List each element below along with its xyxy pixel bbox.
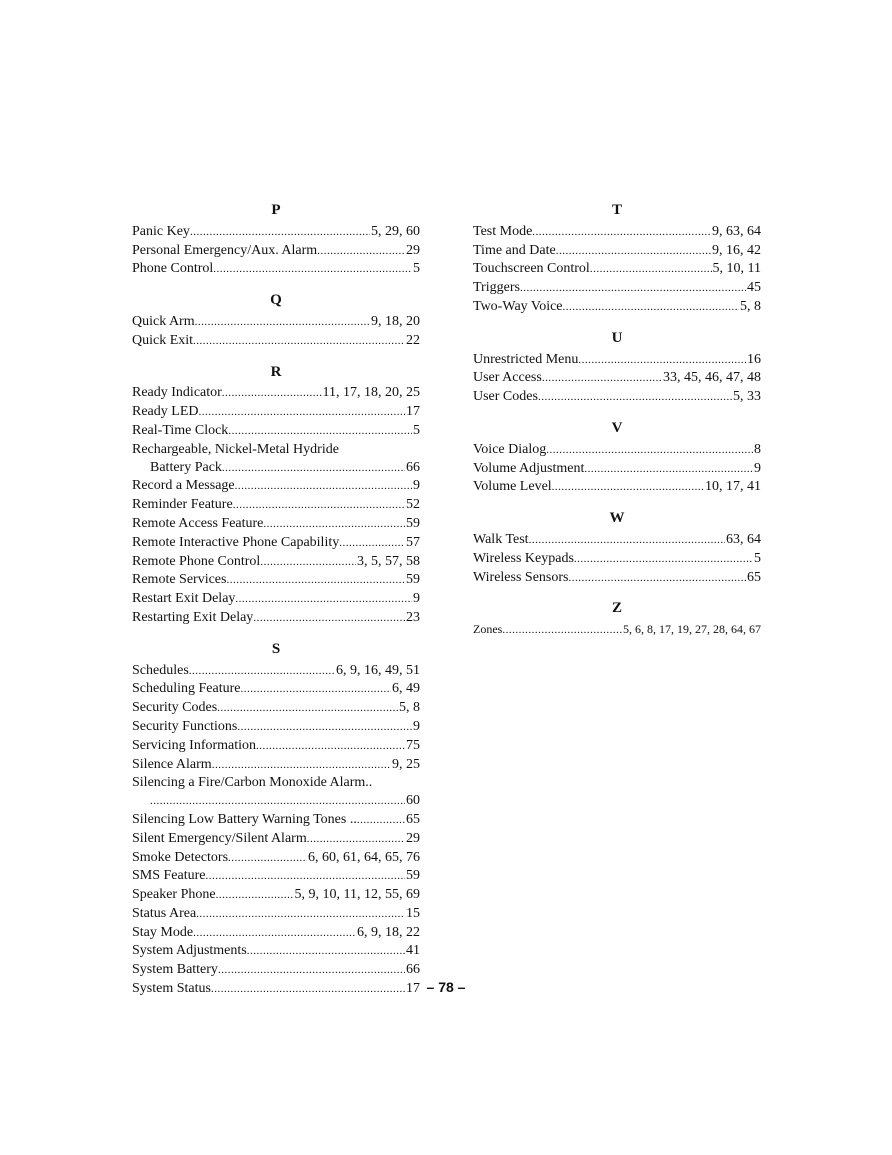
index-pages: 33, 45, 46, 47, 48 — [663, 370, 761, 386]
index-pages: 57 — [406, 534, 420, 550]
index-term: Volume Adjustment — [473, 460, 585, 476]
index-entry — [132, 905, 420, 924]
index-pages: 17 — [406, 981, 420, 997]
index-entry — [473, 460, 761, 479]
index-section-u — [473, 330, 761, 407]
index-entry — [132, 332, 420, 351]
dot-leader — [317, 242, 405, 261]
index-entry — [132, 422, 420, 441]
index-pages: 9 — [413, 591, 420, 607]
dot-leader — [150, 792, 405, 811]
section-letter: S — [271, 640, 281, 657]
index-term: Remote Services — [132, 572, 227, 588]
index-entry — [132, 590, 420, 609]
index-column-right — [473, 198, 761, 653]
dot-leader — [253, 609, 405, 628]
index-entry — [132, 242, 420, 261]
index-pages: 23 — [406, 609, 420, 625]
index-entry — [132, 924, 420, 943]
index-term: Smoke Detectors — [132, 849, 229, 865]
index-term: Battery Pack — [150, 459, 222, 475]
dot-leader — [213, 260, 412, 279]
dot-leader — [217, 699, 398, 718]
dot-leader — [228, 849, 307, 868]
dot-leader — [198, 403, 405, 422]
dot-leader — [568, 569, 746, 588]
index-entry — [473, 621, 761, 640]
dot-leader — [212, 756, 391, 775]
index-term: Real-Time Clock — [132, 422, 229, 438]
index-pages: 63, 64 — [726, 531, 761, 547]
index-pages: 5, 9, 10, 11, 12, 55, 69 — [294, 887, 420, 903]
index-term: Phone Control — [132, 261, 214, 277]
index-term: Record a Message — [132, 478, 235, 494]
index-term: Remote Access Feature — [132, 515, 264, 531]
index-entry — [132, 403, 420, 422]
dot-leader — [218, 961, 405, 980]
index-term: Security Codes — [132, 700, 218, 716]
index-entry — [473, 531, 761, 550]
index-entry — [473, 242, 761, 261]
index-term: Wireless Keypads — [473, 550, 574, 566]
index-entry — [132, 718, 420, 737]
index-term: Silence Alarm — [132, 756, 212, 772]
index-entry — [132, 477, 420, 496]
dot-leader — [247, 942, 405, 961]
dot-leader — [563, 298, 739, 317]
index-pages: 75 — [406, 737, 420, 753]
dot-leader — [240, 680, 391, 699]
index-entry — [132, 459, 420, 478]
section-letter: Z — [611, 600, 622, 617]
index-entry — [473, 369, 761, 388]
index-entry — [132, 515, 420, 534]
section-letter: T — [611, 202, 622, 218]
index-entry — [132, 496, 420, 515]
index-pages: 15 — [406, 905, 420, 921]
index-pages: 22 — [406, 332, 420, 348]
dot-leader — [190, 223, 370, 242]
index-pages: 17 — [406, 404, 420, 420]
dot-leader — [193, 332, 405, 351]
index-term: Scheduling Feature — [132, 681, 241, 697]
index-term: Touchscreen Control — [473, 261, 590, 277]
index-term: Voice Dialog — [473, 441, 547, 457]
section-letter: R — [270, 363, 282, 380]
index-term: Remote Phone Control — [132, 553, 261, 569]
index-entry-text: Rechargeable, Nickel-Metal Hydride — [132, 441, 339, 457]
index-pages: 5, 6, 8, 17, 19, 27, 28, 64, 67 — [623, 622, 761, 637]
index-term: Triggers — [473, 280, 520, 296]
index-entry — [132, 737, 420, 756]
index-pages: 8 — [754, 441, 761, 457]
dot-leader — [222, 459, 405, 478]
page-number: – 78 – — [426, 979, 466, 995]
index-pages: 5, 10, 11 — [712, 261, 761, 277]
index-term: Wireless Sensors — [473, 569, 569, 585]
index-term: Volume Level — [473, 479, 552, 495]
dot-leader — [307, 830, 405, 849]
index-term: Ready Indicator — [132, 385, 222, 401]
index-pages: 29 — [406, 830, 420, 846]
index-term: Panic Key — [132, 223, 190, 239]
index-entry — [132, 867, 420, 886]
index-term: System Status — [132, 981, 211, 997]
index-pages: 52 — [406, 497, 420, 513]
index-pages: 9, 16, 42 — [712, 242, 761, 258]
index-term: Speaker Phone — [132, 887, 216, 903]
index-term: System Battery — [132, 962, 218, 978]
index-section-s — [132, 641, 420, 999]
index-section-w — [473, 510, 761, 587]
index-pages: 9, 63, 64 — [712, 223, 761, 239]
index-term: User Codes — [473, 389, 538, 405]
index-pages: 6, 9, 18, 22 — [357, 924, 420, 940]
dot-leader — [552, 478, 704, 497]
index-entry — [132, 699, 420, 718]
index-pages: 59 — [406, 572, 420, 588]
index-pages: 5, 29, 60 — [371, 223, 420, 239]
index-term: Silent Emergency/Silent Alarm — [132, 830, 307, 846]
dot-leader — [529, 531, 725, 550]
index-pages: 9 — [413, 478, 420, 494]
index-pages: 6, 9, 16, 49, 51 — [336, 662, 420, 678]
index-entry — [473, 441, 761, 460]
index-entry — [132, 260, 420, 279]
section-letter: U — [611, 329, 623, 346]
dot-leader — [256, 737, 405, 756]
dot-leader — [237, 718, 412, 737]
index-pages: 5, 8 — [399, 700, 420, 716]
index-entry — [132, 811, 420, 830]
index-pages: 16 — [747, 351, 761, 367]
index-pages: 9, 18, 20 — [371, 313, 420, 329]
dot-leader — [538, 388, 732, 407]
dot-leader — [226, 571, 405, 590]
index-section-t — [473, 202, 761, 317]
index-pages: 65 — [406, 811, 420, 827]
dot-leader — [520, 279, 746, 298]
index-term: Unrestricted Menu — [473, 351, 579, 367]
index-pages: 41 — [406, 943, 420, 959]
dot-leader — [546, 441, 753, 460]
index-entry — [132, 553, 420, 572]
index-pages: 9 — [413, 718, 420, 734]
dot-leader — [556, 242, 711, 261]
index-section-p — [132, 202, 420, 279]
dot-leader — [206, 867, 406, 886]
index-term: Reminder Feature — [132, 497, 233, 513]
index-pages: 6, 60, 61, 64, 65, 76 — [308, 849, 420, 865]
dot-leader — [195, 313, 370, 332]
dot-leader — [578, 351, 746, 370]
index-term: Ready LED — [132, 404, 199, 420]
index-entry — [132, 756, 420, 775]
dot-leader — [339, 534, 405, 553]
index-entry — [132, 223, 420, 242]
index-term: Schedules — [132, 662, 189, 678]
index-term: Quick Arm — [132, 313, 195, 329]
dot-leader — [590, 260, 712, 279]
index-term: User Access — [473, 370, 542, 386]
dot-leader — [260, 553, 356, 572]
index-entry — [473, 478, 761, 497]
index-term: Zones — [473, 622, 503, 637]
index-section-q — [132, 292, 420, 350]
dot-leader — [502, 621, 622, 640]
index-term: Walk Test — [473, 531, 529, 547]
index-term: System Adjustments — [132, 943, 247, 959]
index-entry — [132, 886, 420, 905]
dot-leader — [542, 369, 662, 388]
index-entry — [473, 569, 761, 588]
index-term: SMS Feature — [132, 868, 206, 884]
dot-leader — [233, 496, 405, 515]
index-entry — [132, 609, 420, 628]
index-term: Time and Date — [473, 242, 556, 258]
index-pages: 5, 8 — [740, 298, 761, 314]
dot-leader — [584, 460, 753, 479]
index-pages: 9, 25 — [392, 756, 420, 772]
index-column-left — [132, 198, 420, 1012]
index-pages: 66 — [406, 459, 420, 475]
dot-leader — [357, 811, 405, 830]
index-term: Personal Emergency/Aux. Alarm — [132, 242, 318, 258]
index-entry — [473, 351, 761, 370]
index-entry-text: Silencing a Fire/Carbon Monoxide Alarm.. — [132, 775, 373, 791]
index-term: Restart Exit Delay — [132, 591, 236, 607]
dot-leader — [189, 662, 335, 681]
index-pages: 5 — [413, 261, 420, 277]
index-term: Two-Way Voice — [473, 298, 563, 314]
index-term: Security Functions — [132, 718, 238, 734]
index-pages: 3, 5, 57, 58 — [357, 553, 420, 569]
index-entry — [473, 260, 761, 279]
index-entry — [473, 298, 761, 317]
index-entry — [473, 550, 761, 569]
index-term: Servicing Information — [132, 737, 257, 753]
index-pages: 5, 33 — [733, 389, 761, 405]
section-letter: W — [609, 510, 625, 527]
index-pages: 11, 17, 18, 20, 25 — [322, 385, 420, 401]
index-pages: 60 — [406, 793, 420, 809]
dot-leader — [263, 515, 405, 534]
index-entry — [132, 942, 420, 961]
index-pages: 6, 49 — [392, 681, 420, 697]
dot-leader — [532, 223, 711, 242]
dot-leader — [228, 422, 412, 441]
dot-leader — [196, 905, 405, 924]
dot-leader — [193, 924, 356, 943]
index-entry — [473, 279, 761, 298]
index-term: Restarting Exit Delay — [132, 609, 254, 625]
index-term: Remote Interactive Phone Capability — [132, 534, 340, 550]
index-term: Status Area — [132, 905, 197, 921]
index-pages: 5 — [413, 422, 420, 438]
index-pages: 5 — [754, 550, 761, 566]
index-section-v — [473, 420, 761, 497]
index-pages: 10, 17, 41 — [705, 479, 761, 495]
index-entry — [132, 662, 420, 681]
index-entry — [132, 792, 420, 811]
index-term: Stay Mode — [132, 924, 194, 940]
index-pages: 45 — [747, 280, 761, 296]
dot-leader — [574, 550, 753, 569]
index-pages: 66 — [406, 962, 420, 978]
dot-leader — [235, 590, 412, 609]
index-entry — [132, 849, 420, 868]
index-entry — [473, 223, 761, 242]
dot-leader — [235, 477, 412, 496]
index-pages: 59 — [406, 868, 420, 884]
index-entry — [132, 571, 420, 590]
dot-leader — [222, 384, 322, 403]
index-entry — [132, 313, 420, 332]
index-entry — [473, 388, 761, 407]
index-section-z — [473, 600, 761, 640]
index-pages: 29 — [406, 242, 420, 258]
index-pages: 65 — [747, 569, 761, 585]
index-entry — [132, 680, 420, 699]
section-letter: V — [611, 419, 623, 436]
index-entry — [132, 830, 420, 849]
index-term: Quick Exit — [132, 332, 194, 348]
dot-leader — [216, 886, 294, 905]
index-section-r — [132, 364, 420, 628]
section-letter: P — [271, 202, 281, 218]
section-letter: Q — [270, 292, 282, 309]
index-pages: 9 — [754, 460, 761, 476]
index-pages: 59 — [406, 515, 420, 531]
index-entry — [132, 384, 420, 403]
index-entry — [132, 961, 420, 980]
index-entry — [132, 534, 420, 553]
index-term: Silencing Low Battery Warning Tones .. — [132, 811, 357, 827]
index-term: Test Mode — [473, 223, 533, 239]
